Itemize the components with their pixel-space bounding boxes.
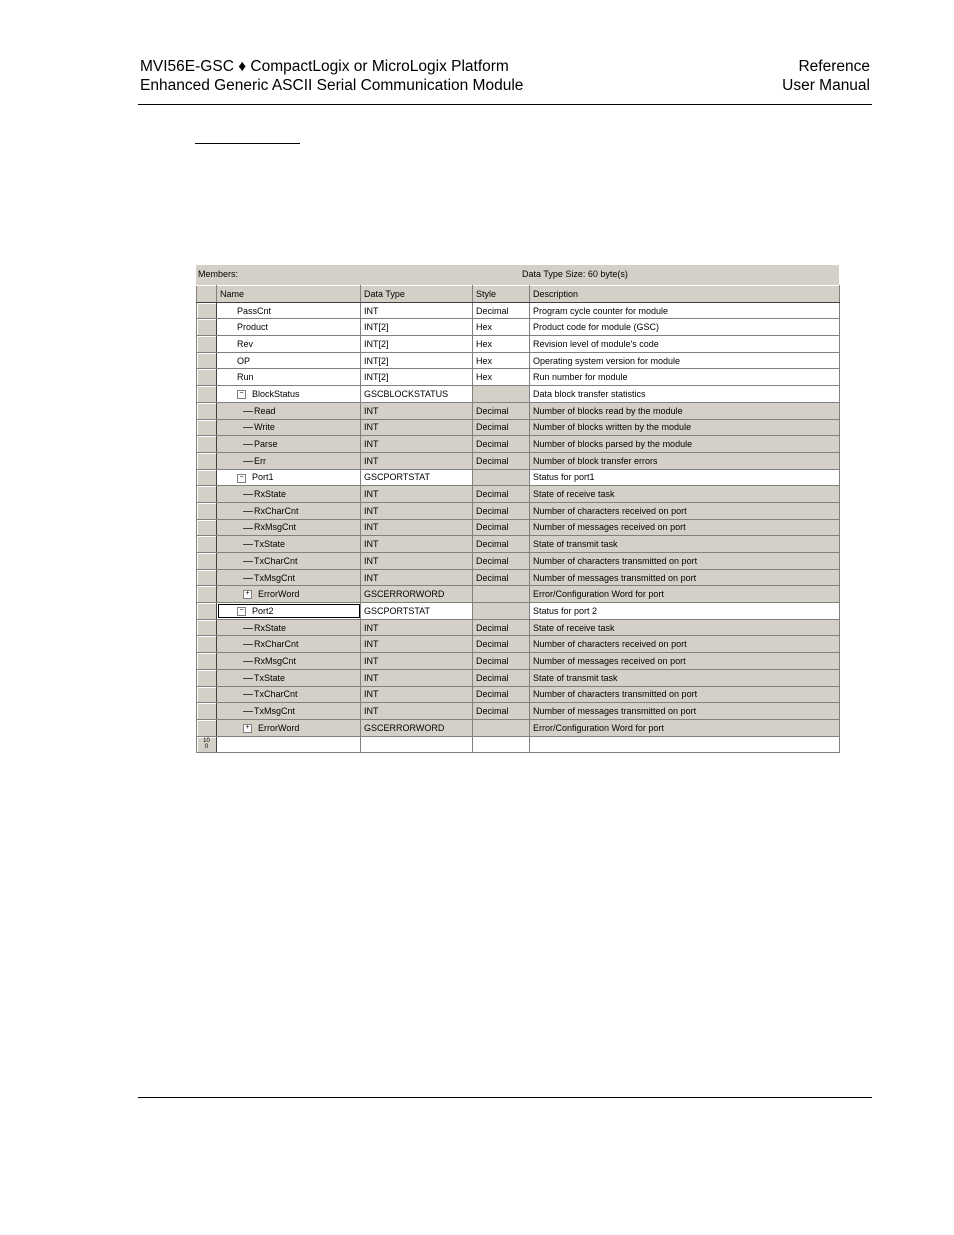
row-selector[interactable]	[197, 719, 217, 736]
tree-connector-icon	[243, 628, 253, 629]
member-row[interactable]	[197, 452, 840, 469]
member-row[interactable]	[197, 586, 840, 603]
member-name-cell[interactable]	[217, 703, 361, 720]
member-data-type[interactable]: GSCPORTSTAT	[361, 603, 473, 620]
member-description[interactable]: Data block transfer statistics	[530, 386, 840, 403]
member-data-type[interactable]: GSCPORTSTAT	[361, 469, 473, 486]
member-description[interactable]: Number of blocks parsed by the module	[530, 436, 840, 453]
member-name-cell[interactable]	[217, 719, 361, 736]
tree-connector-icon	[243, 461, 253, 462]
expand-icon[interactable]: +	[243, 724, 252, 733]
member-description[interactable]: Number of blocks written by the module	[530, 419, 840, 436]
row-selector[interactable]	[197, 319, 217, 336]
member-name: TxCharCnt	[254, 555, 298, 566]
member-name-cell[interactable]	[217, 336, 361, 353]
member-data-type[interactable]: GSCBLOCKSTATUS	[361, 386, 473, 403]
member-style[interactable]	[473, 386, 530, 403]
member-row[interactable]	[197, 502, 840, 519]
member-style[interactable]: Decimal	[473, 452, 530, 469]
member-style[interactable]: Decimal	[473, 536, 530, 553]
member-data-type[interactable]: INT	[361, 436, 473, 453]
member-style[interactable]: Decimal	[473, 436, 530, 453]
member-style[interactable]: Decimal	[473, 669, 530, 686]
member-name: RxMsgCnt	[254, 522, 297, 533]
row-selector[interactable]	[197, 619, 217, 636]
member-name: Parse	[254, 439, 278, 450]
member-name: RxCharCnt	[254, 639, 299, 650]
member-row[interactable]	[197, 319, 840, 336]
header-module-line: Enhanced Generic ASCII Serial Communication Module	[140, 77, 524, 94]
member-row[interactable]	[197, 636, 840, 653]
header-right	[782, 57, 870, 95]
row-selector[interactable]	[197, 736, 217, 753]
member-name-cell[interactable]	[217, 419, 361, 436]
header-section: Reference	[798, 58, 870, 75]
member-name-cell[interactable]	[217, 436, 361, 453]
member-name: OP	[237, 355, 251, 366]
member-data-type[interactable]: INT[2]	[361, 369, 473, 386]
member-data-type[interactable]: INT	[361, 486, 473, 503]
member-row[interactable]	[197, 719, 840, 736]
member-style[interactable]: Decimal	[473, 569, 530, 586]
member-name: Write	[254, 422, 275, 433]
row-selector[interactable]	[197, 686, 217, 703]
row-selector-header[interactable]	[197, 286, 217, 303]
tree-connector-icon	[243, 661, 253, 662]
member-style[interactable]: Hex	[473, 336, 530, 353]
row-selector[interactable]	[197, 369, 217, 386]
member-name: Rev	[237, 338, 254, 349]
member-name: Err	[254, 455, 266, 466]
row-selector[interactable]	[197, 669, 217, 686]
member-row[interactable]	[197, 436, 840, 453]
collapse-icon[interactable]: −	[237, 607, 246, 616]
member-description[interactable]: Error/Configuration Word for port	[530, 586, 840, 603]
member-row[interactable]	[197, 386, 840, 403]
row-selector[interactable]	[197, 336, 217, 353]
member-data-type[interactable]: INT	[361, 519, 473, 536]
row-selector[interactable]	[197, 703, 217, 720]
member-style[interactable]: Decimal	[473, 553, 530, 570]
new-type-cell[interactable]	[361, 736, 473, 753]
header-doc-type: User Manual	[782, 77, 870, 94]
row-selector[interactable]	[197, 603, 217, 620]
member-description[interactable]: Number of characters transmitted on port	[530, 553, 840, 570]
member-row[interactable]	[197, 469, 840, 486]
member-name: Run	[237, 372, 254, 383]
row-selector[interactable]	[197, 402, 217, 419]
member-description[interactable]: Operating system version for module	[530, 352, 840, 369]
member-description[interactable]: Status for port 2	[530, 603, 840, 620]
members-grid	[196, 285, 840, 753]
member-name-cell[interactable]	[217, 619, 361, 636]
member-description[interactable]: State of receive task	[530, 619, 840, 636]
member-name-cell[interactable]	[217, 319, 361, 336]
member-description[interactable]: Number of messages received on port	[530, 653, 840, 670]
member-data-type[interactable]: INT[2]	[361, 319, 473, 336]
column-header-style[interactable]: Style	[473, 286, 530, 303]
member-description[interactable]: Number of characters received on port	[530, 636, 840, 653]
member-data-type[interactable]: INT	[361, 302, 473, 319]
member-style[interactable]: Decimal	[473, 402, 530, 419]
member-data-type[interactable]: GSCERRORWORD	[361, 586, 473, 603]
member-data-type[interactable]: INT	[361, 419, 473, 436]
row-selector[interactable]	[197, 452, 217, 469]
member-style[interactable]: Decimal	[473, 703, 530, 720]
member-name: RxState	[254, 622, 287, 633]
member-name: Port2	[252, 605, 274, 616]
member-data-type[interactable]: INT	[361, 653, 473, 670]
member-style[interactable]	[473, 603, 530, 620]
member-name-cell[interactable]	[217, 553, 361, 570]
tree-connector-icon	[243, 711, 253, 712]
member-row[interactable]	[197, 619, 840, 636]
member-description[interactable]: Number of characters transmitted on port	[530, 686, 840, 703]
member-name-cell[interactable]	[217, 603, 361, 620]
member-style[interactable]: Decimal	[473, 302, 530, 319]
member-name: RxState	[254, 489, 287, 500]
member-name-cell[interactable]	[217, 519, 361, 536]
members-panel	[196, 265, 839, 752]
member-name-cell[interactable]	[217, 469, 361, 486]
member-description[interactable]: Revision level of module's code	[530, 336, 840, 353]
row-selector[interactable]	[197, 486, 217, 503]
member-description[interactable]: Number of block transfer errors	[530, 452, 840, 469]
tree-connector-icon	[243, 561, 253, 562]
tree-connector-icon	[243, 578, 253, 579]
member-name: TxCharCnt	[254, 689, 298, 700]
member-style[interactable]: Decimal	[473, 619, 530, 636]
row-selector[interactable]	[197, 586, 217, 603]
member-name: PassCnt	[237, 305, 272, 316]
member-style[interactable]: Decimal	[473, 419, 530, 436]
column-header-name[interactable]: Name	[217, 286, 361, 303]
member-row[interactable]	[197, 519, 840, 536]
tree-connector-icon	[243, 544, 253, 545]
row-selector[interactable]	[197, 436, 217, 453]
row-selector[interactable]	[197, 519, 217, 536]
member-name-cell[interactable]	[217, 502, 361, 519]
member-name: ErrorWord	[258, 589, 300, 600]
member-row[interactable]	[197, 302, 840, 319]
header-divider	[138, 104, 872, 105]
member-data-type[interactable]: INT	[361, 669, 473, 686]
row-selector[interactable]	[197, 386, 217, 403]
row-selector[interactable]	[197, 502, 217, 519]
member-data-type[interactable]: INT	[361, 536, 473, 553]
member-name-cell[interactable]	[217, 369, 361, 386]
tree-connector-icon	[243, 411, 253, 412]
data-type-size-label: Data Type Size: 60 byte(s)	[522, 269, 628, 279]
row-selector[interactable]	[197, 553, 217, 570]
tree-connector-icon	[243, 427, 253, 428]
row-selector[interactable]	[197, 569, 217, 586]
member-style[interactable]: Decimal	[473, 502, 530, 519]
new-member-row[interactable]	[197, 736, 840, 753]
member-data-type[interactable]: GSCERRORWORD	[361, 719, 473, 736]
member-data-type[interactable]: INT	[361, 452, 473, 469]
member-row[interactable]	[197, 703, 840, 720]
member-data-type[interactable]: INT	[361, 553, 473, 570]
member-row[interactable]	[197, 369, 840, 386]
member-row[interactable]	[197, 553, 840, 570]
member-description[interactable]: Status for port1	[530, 469, 840, 486]
member-name: RxCharCnt	[254, 505, 299, 516]
tree-connector-icon	[243, 694, 253, 695]
column-header-description[interactable]: Description	[530, 286, 840, 303]
member-name-cell[interactable]	[217, 586, 361, 603]
row-selector[interactable]	[197, 419, 217, 436]
member-description[interactable]: Number of messages transmitted on port	[530, 703, 840, 720]
tree-connector-icon	[243, 678, 253, 679]
tree-connector-icon	[243, 528, 253, 529]
member-name-cell[interactable]	[217, 452, 361, 469]
tree-connector-icon	[243, 644, 253, 645]
row-selector[interactable]	[197, 636, 217, 653]
member-name: TxMsgCnt	[254, 706, 296, 717]
member-style[interactable]: Decimal	[473, 519, 530, 536]
member-row[interactable]	[197, 419, 840, 436]
member-row[interactable]	[197, 336, 840, 353]
member-description[interactable]: Error/Configuration Word for port	[530, 719, 840, 736]
row-selector[interactable]	[197, 653, 217, 670]
member-description[interactable]: Program cycle counter for module	[530, 302, 840, 319]
member-row[interactable]	[197, 686, 840, 703]
row-selector[interactable]	[197, 469, 217, 486]
row-selector[interactable]	[197, 352, 217, 369]
member-data-type[interactable]: INT	[361, 636, 473, 653]
member-name: RxMsgCnt	[254, 655, 297, 666]
tree-connector-icon	[243, 494, 253, 495]
header-left	[140, 57, 523, 95]
members-panel-header	[196, 265, 839, 283]
member-name-cell[interactable]	[217, 686, 361, 703]
member-style[interactable]	[473, 469, 530, 486]
member-name: Port1	[252, 472, 274, 483]
member-row[interactable]	[197, 352, 840, 369]
member-data-type[interactable]: INT	[361, 619, 473, 636]
new-name-cell[interactable]	[217, 736, 361, 753]
collapse-icon[interactable]: −	[237, 474, 246, 483]
member-description[interactable]: Number of characters received on port	[530, 502, 840, 519]
member-name: BlockStatus	[252, 388, 300, 399]
members-label: Members:	[198, 269, 239, 279]
member-name-cell[interactable]	[217, 402, 361, 419]
member-data-type[interactable]: INT	[361, 569, 473, 586]
member-description[interactable]: Run number for module	[530, 369, 840, 386]
member-name: TxMsgCnt	[254, 572, 296, 583]
member-description[interactable]: Number of messages transmitted on port	[530, 569, 840, 586]
member-name-cell[interactable]	[217, 302, 361, 319]
member-description[interactable]: Number of messages received on port	[530, 519, 840, 536]
member-row[interactable]	[197, 653, 840, 670]
member-description[interactable]: State of transmit task	[530, 669, 840, 686]
member-data-type[interactable]: INT	[361, 703, 473, 720]
column-header-data-type[interactable]: Data Type	[361, 286, 473, 303]
member-name-cell[interactable]	[217, 386, 361, 403]
member-style[interactable]: Hex	[473, 369, 530, 386]
member-row[interactable]	[197, 402, 840, 419]
member-name: TxState	[254, 539, 286, 550]
member-style[interactable]: Decimal	[473, 686, 530, 703]
new-style-cell[interactable]	[473, 736, 530, 753]
member-data-type[interactable]: INT[2]	[361, 336, 473, 353]
member-style[interactable]: Decimal	[473, 486, 530, 503]
member-style[interactable]	[473, 586, 530, 603]
grid-header-row	[197, 286, 840, 303]
member-style[interactable]	[473, 719, 530, 736]
row-selector[interactable]	[197, 302, 217, 319]
member-data-type[interactable]: INT	[361, 502, 473, 519]
new-desc-cell[interactable]	[530, 736, 840, 753]
member-description[interactable]: State of receive task	[530, 486, 840, 503]
member-data-type[interactable]: INT	[361, 402, 473, 419]
member-row[interactable]	[197, 536, 840, 553]
member-name-cell[interactable]	[217, 569, 361, 586]
member-name-cell[interactable]	[217, 486, 361, 503]
member-description[interactable]: Number of blocks read by the module	[530, 402, 840, 419]
member-row[interactable]	[197, 603, 840, 620]
member-name: TxState	[254, 672, 286, 683]
tree-connector-icon	[243, 511, 253, 512]
new-row-icon: 10 0	[203, 738, 210, 751]
member-name: Product	[237, 322, 269, 333]
expand-icon[interactable]: +	[243, 590, 252, 599]
member-name-cell[interactable]	[217, 536, 361, 553]
member-data-type[interactable]: INT	[361, 686, 473, 703]
header-product-line: MVI56E-GSC ♦ CompactLogix or MicroLogix Platform	[140, 58, 509, 75]
row-selector[interactable]	[197, 536, 217, 553]
footer-divider	[138, 1097, 872, 1098]
member-name-cell[interactable]	[217, 352, 361, 369]
member-name-cell[interactable]	[217, 669, 361, 686]
member-style[interactable]: Decimal	[473, 653, 530, 670]
member-style[interactable]: Decimal	[473, 636, 530, 653]
member-row[interactable]	[197, 486, 840, 503]
tree-connector-icon	[243, 444, 253, 445]
member-name: Read	[254, 405, 276, 416]
member-style[interactable]: Hex	[473, 352, 530, 369]
member-description[interactable]: State of transmit task	[530, 536, 840, 553]
member-name-cell[interactable]	[217, 636, 361, 653]
collapse-icon[interactable]: −	[237, 390, 246, 399]
member-row[interactable]	[197, 669, 840, 686]
member-style[interactable]: Hex	[473, 319, 530, 336]
member-data-type[interactable]: INT[2]	[361, 352, 473, 369]
section-rule	[195, 143, 300, 144]
member-description[interactable]: Product code for module (GSC)	[530, 319, 840, 336]
member-name-cell[interactable]	[217, 653, 361, 670]
member-row[interactable]	[197, 569, 840, 586]
member-name: ErrorWord	[258, 722, 300, 733]
